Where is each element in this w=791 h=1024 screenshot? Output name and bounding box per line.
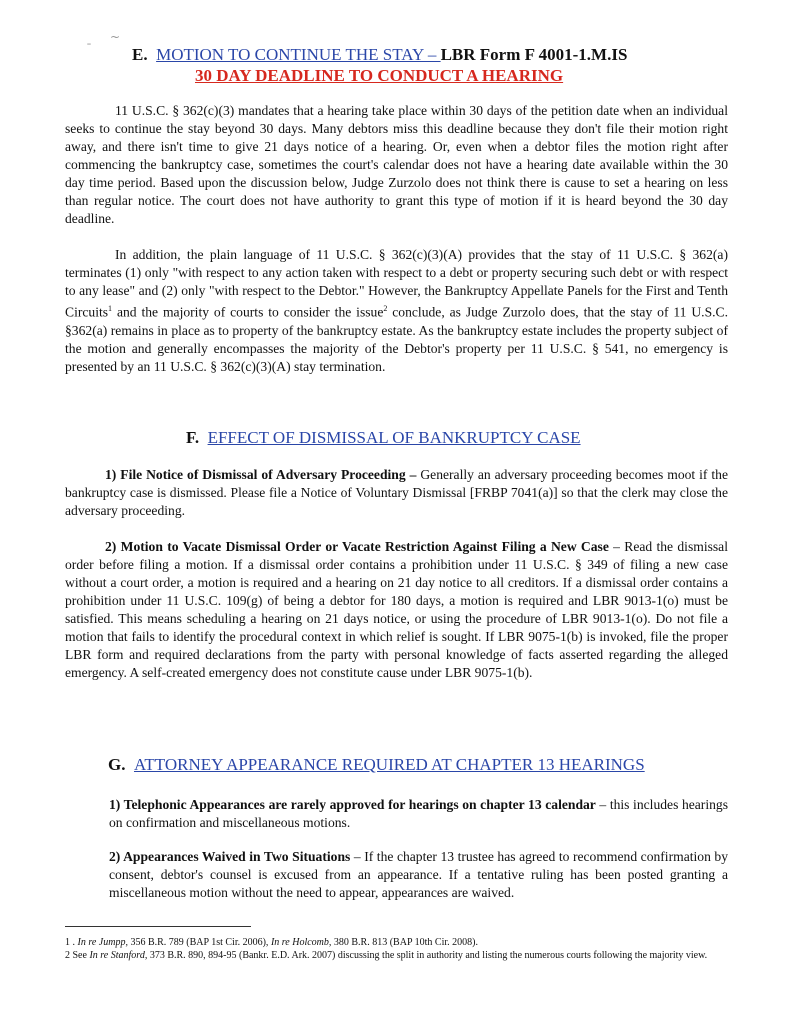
footnotes — [65, 936, 728, 962]
section-f-body — [65, 466, 728, 682]
case-name: In re Holcomb, — [270, 937, 332, 948]
footnote-number: 1 . — [65, 937, 78, 948]
section-letter: F. — [186, 428, 200, 447]
list-item — [65, 466, 728, 520]
section-e-body — [65, 102, 728, 376]
item-heading: 2) Motion to Vacate Dismissal Order or Vacate Restriction Against Filing a New Case — [105, 539, 609, 554]
item-text: – Read the dismissal order before filing a motion. If a dismissal order contains a prohibition under 11 U.S.C. § 349 of filing a new case without a court order, a motion is required and a hearing on 21 day notice to all creditors. If a dismissal order contains a prohibition under 11 U.S.C. 109(g) of being a debtor for 180 days, a motion is required and LBR 9013-1(o) must be satisfied. This means scheduling a hearing on 21 days notice, or using the procedure of LBR 9013-1(o). Do not file a motion that fails to identify the procedural context in which relief is sought. If LBR 9075-1(b) is invoked, file the proper LBR form and required declarations from the party with personal knowledge of facts asserted regarding the alleged emergency. A self-created emergency does not constitute cause under LBR 9075-1(b). — [65, 539, 728, 680]
section-g-body — [109, 796, 728, 902]
section-g-heading — [108, 754, 645, 775]
case-name: In re Stanford, — [89, 950, 148, 961]
footnote-1 — [65, 936, 728, 949]
footnote-number: 2 See — [65, 950, 90, 961]
item-heading: 1) Telephonic Appearances are rarely approved for hearings on chapter 13 calendar — [109, 797, 596, 812]
list-item — [109, 848, 728, 902]
paragraph: 11 U.S.C. § 362(c)(3) mandates that a hearing take place within 30 days of the petition date when an individual seeks to continue the stay beyond 30 days. Many debtors miss this deadline because they don't file their motion right away, and there isn't time to give 21 days notice of a hearing. Or, even when a debtor files the motion right after commencing the bankruptcy case, sometimes the court's calendar does not have a hearing date available within the 30 day time period. Based upon the discussion below, Judge Zurzolo does not think there is cause to set a hearing on less than regular notice. The court does not have authority to grant this type of motion if it is heard beyond the 30 day deadline. — [65, 103, 728, 226]
citation: 356 B.R. 789 (BAP 1st Cir. 2006), — [127, 937, 271, 948]
footnote-ref[interactable]: 2 — [383, 304, 388, 313]
section-f-title[interactable]: EFFECT OF DISMISSAL OF BANKRUPTCY CASE — [207, 428, 581, 447]
section-f-heading — [186, 427, 581, 448]
text: conclude, as Judge Zurzolo does, that the stay of 11 U.S.C. §362(a) remains in place as to property of the bankruptcy estate. As the bankruptcy estate includes the property subject of the motion and generally encompasses the majority of the Debtor's property per 11 U.S.C. § 541, no emergency is presented by an 11 U.S.C. § 362(c)(3)(A) stay termination. — [65, 304, 728, 374]
footnote-divider — [65, 926, 251, 927]
scan-mark: ¯ — [86, 42, 92, 56]
text: In addition, the plain language of 11 U.S.C. § 362(c)(3)(A) provides that the stay of 11 U.S.C. § 362(a) terminates (1) only "with respect to any action taken with respect to a debt or property securing such debt or with respect to any lease" and (2) only "with respect to the Debtor." However, the Bankruptcy Appellate Panels for the First and Tenth Circuits — [65, 247, 728, 320]
form-number: LBR Form F 4001-1.M.IS — [440, 45, 628, 64]
section-e-heading — [132, 44, 627, 65]
citation: 380 B.R. 813 (BAP 10th Cir. 2008). — [331, 937, 478, 948]
list-item — [109, 796, 728, 832]
section-letter: G. — [108, 755, 126, 774]
footnote-ref[interactable]: 1 — [108, 304, 113, 313]
section-e-title[interactable]: MOTION TO CONTINUE THE STAY – — [156, 45, 441, 64]
item-heading: 2) Appearances Waived in Two Situations — [109, 849, 351, 864]
item-text: – this includes hearings on confirmation and miscellaneous motions. — [109, 797, 728, 830]
paragraph — [65, 246, 728, 376]
section-e-subtitle: 30 DAY DEADLINE TO CONDUCT A HEARING — [195, 66, 564, 85]
list-item — [65, 538, 728, 682]
item-text: Generally an adversary proceeding becomes moot if the bankruptcy case is dismissed. Please file a Notice of Voluntary Dismissal [FRBP 7041(a)] so that the clerk may close the adversary proceeding. — [65, 467, 728, 518]
citation: 373 B.R. 890, 894-95 (Bankr. E.D. Ark. 2007) discussing the split in authority and listing the numerous courts following the majority view. — [147, 950, 708, 961]
item-text: – If the chapter 13 trustee has agreed to recommend confirmation by consent, debtor's counsel is excused from an appearance. If a tentative ruling has been posted granting a miscellaneous motion without the need to appear, appearances are waived. — [109, 849, 729, 900]
scan-mark: ~ — [110, 30, 121, 44]
case-name: In re Jumpp, — [77, 937, 128, 948]
text: and the majority of courts to consider the issue — [112, 304, 384, 320]
footnote-2 — [65, 949, 728, 962]
section-letter: E. — [132, 45, 148, 64]
section-g-title[interactable]: ATTORNEY APPEARANCE REQUIRED AT CHAPTER 13 HEARINGS — [133, 755, 645, 774]
item-heading: 1) File Notice of Dismissal of Adversary Proceeding – — [105, 467, 421, 482]
